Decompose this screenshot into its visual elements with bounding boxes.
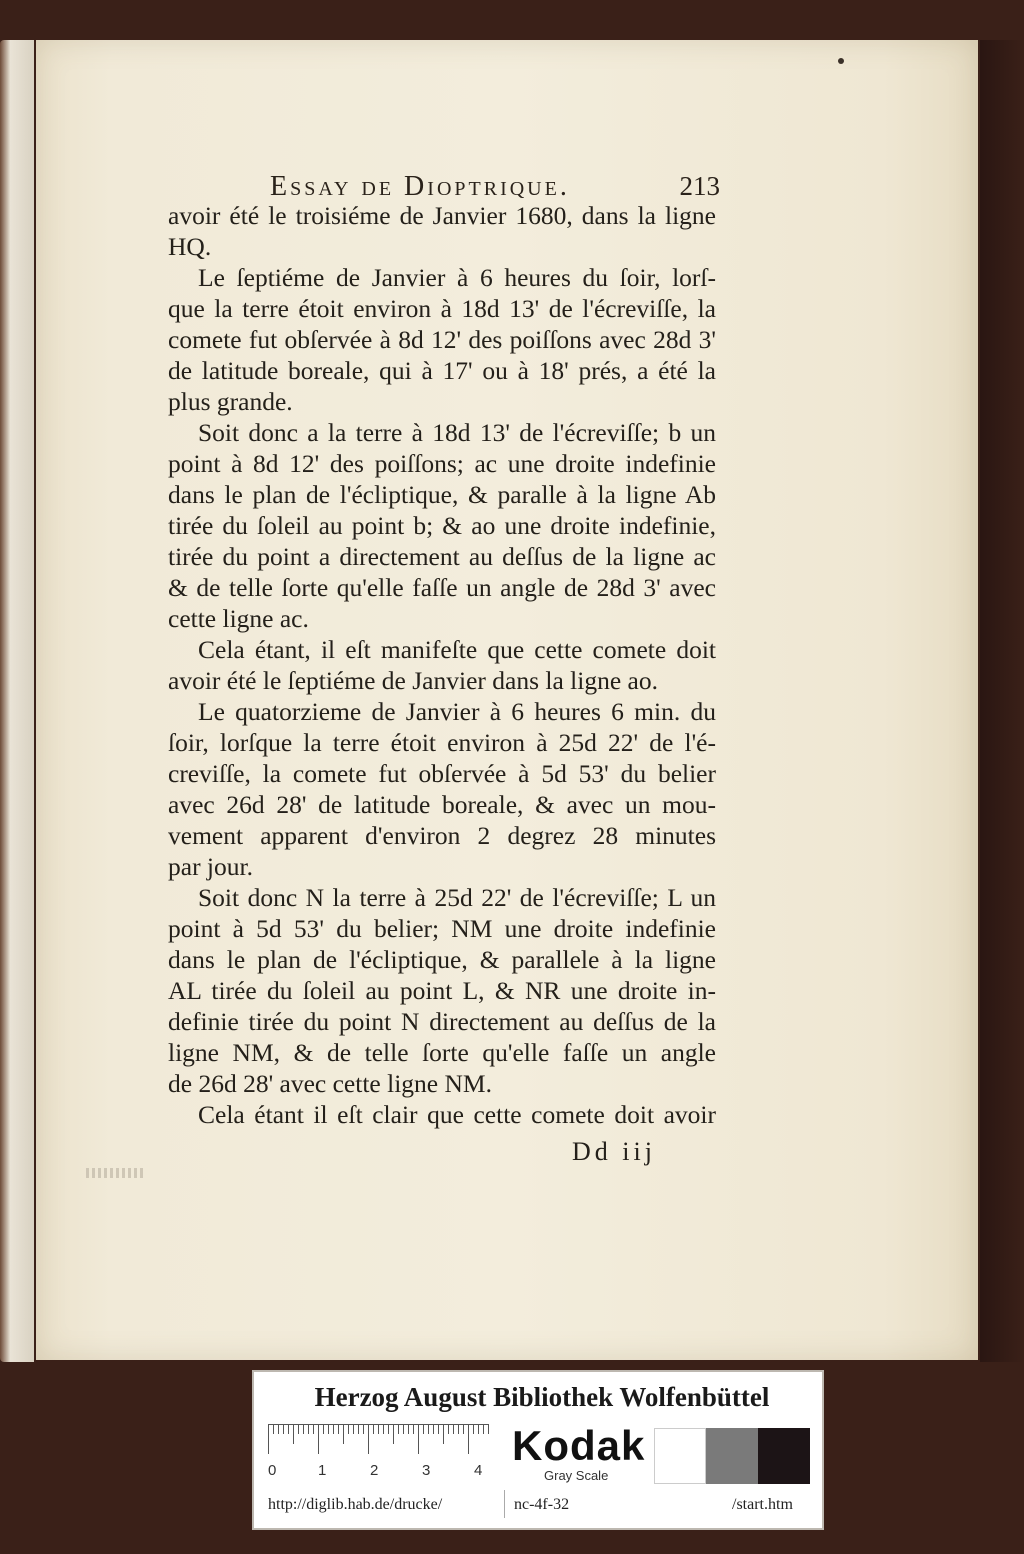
ruler-tick <box>403 1424 404 1434</box>
text-line: de latitude boreale, qui à 17' ou à 18' prés, a été la <box>168 356 716 385</box>
ruler-tick <box>483 1424 484 1434</box>
text-line: avec 26d 28' de latitude boreale, & avec un mou- <box>168 790 716 819</box>
ruler-tick <box>393 1424 394 1444</box>
ruler-tick <box>433 1424 434 1434</box>
ruler-tick <box>418 1424 419 1454</box>
ruler-tick <box>478 1424 479 1434</box>
ruler-tick <box>353 1424 354 1434</box>
text-line: comete fut obſervée à 8d 12' des poiſſons avec 28d 3' <box>168 325 716 354</box>
text-line: Soit donc N la terre à 25d 22' de l'écreviſſe; L un <box>198 883 716 912</box>
ruler-tick <box>308 1424 309 1434</box>
ruler-tick <box>363 1424 364 1434</box>
ruler-tick <box>273 1424 274 1434</box>
library-title: Herzog August Bibliothek Wolfenbüttel <box>314 1382 770 1412</box>
ruler-label: 2 <box>370 1462 379 1479</box>
ruler-tick <box>368 1424 369 1454</box>
text-line: AL tirée du ſoleil au point L, & NR une droite in- <box>168 976 716 1005</box>
ruler-tick <box>288 1424 289 1434</box>
ruler-tick <box>373 1424 374 1434</box>
ruler-tick <box>283 1424 284 1434</box>
ruler-tick <box>383 1424 384 1434</box>
text-line: de 26d 28' avec cette ligne NM. <box>168 1069 492 1098</box>
ruler-tick <box>468 1424 469 1454</box>
ruler-tick <box>463 1424 464 1434</box>
ruler-tick <box>443 1424 444 1444</box>
item-id: nc-4f-32 <box>514 1496 570 1513</box>
text-line: Soit donc a la terre à 18d 13' de l'écreviſſe; b un <box>198 418 716 447</box>
ruler-tick <box>453 1424 454 1434</box>
ruler-tick <box>438 1424 439 1434</box>
url-suffix: /start.htm <box>732 1496 793 1513</box>
text-line: point à 5d 53' du belier; NM une droite indefinie <box>168 914 716 943</box>
ruler-tick <box>333 1424 334 1434</box>
ruler-tick <box>423 1424 424 1434</box>
text-line: Le quatorzieme de Janvier à 6 heures 6 min. du <box>198 697 716 726</box>
url-base: http://diglib.hab.de/drucke/ <box>268 1496 443 1513</box>
text-line: cette ligne ac. <box>168 604 309 633</box>
text-line: Le ſeptiéme de Janvier à 6 heures du ſoir, lorſ- <box>198 263 716 292</box>
ruler-tick <box>348 1424 349 1434</box>
ruler-tick <box>323 1424 324 1434</box>
ruler-label: 1 <box>318 1462 327 1479</box>
ruler-tick <box>458 1424 459 1434</box>
page-number: 213 <box>679 171 720 201</box>
book-edge-right <box>980 40 1024 1362</box>
text-line: ſoir, lorſque la terre étoit environ à 25d 22' de l'é- <box>168 728 716 757</box>
scale-ruler <box>268 1422 498 1479</box>
book-edge-left <box>0 40 34 1362</box>
ruler-tick <box>318 1424 319 1454</box>
text-line: vement apparent d'environ 2 degrez 28 minutes <box>168 821 716 850</box>
ruler-label: 0 <box>268 1462 277 1479</box>
text-line: dans le plan de l'écliptique, & paralle à la ligne Ab <box>168 480 716 509</box>
running-title: Essay de Dioptrique. <box>270 171 570 202</box>
ruler-tick <box>358 1424 359 1434</box>
text-line: que la terre étoit environ à 18d 13' de l'écreviſſe, la <box>168 294 716 323</box>
ruler-tick <box>278 1424 279 1434</box>
gray-scale-label: Gray Scale <box>544 1468 609 1483</box>
ruler-tick <box>298 1424 299 1434</box>
ink-spot <box>838 58 844 64</box>
swatch-white <box>654 1428 706 1484</box>
text-line: HQ. <box>168 232 212 261</box>
text-line: tirée du ſoleil au point b; & ao une droite indefinie, <box>168 511 716 540</box>
ruler-tick <box>343 1424 344 1444</box>
swatch-black <box>758 1428 810 1484</box>
ruler-tick <box>413 1424 414 1434</box>
ruler-tick <box>303 1424 304 1434</box>
ruler-tick <box>268 1424 269 1454</box>
text-line: point à 8d 12' des poiſſons; ac une droite indefinie <box>168 449 716 478</box>
text-line: tirée du point a directement au deſſus de la ligne ac <box>168 542 716 571</box>
ruler-label: 3 <box>422 1462 431 1479</box>
ruler-label: 4 <box>474 1462 483 1479</box>
text-line: definie tirée du point N directement au deſſus de la <box>168 1007 716 1036</box>
ruler-tick <box>378 1424 379 1434</box>
text-line: Cela étant, il eſt manifeſte que cette comete doit <box>198 635 716 664</box>
ruler-tick <box>473 1424 474 1434</box>
ruler-tick <box>408 1424 409 1434</box>
ruler-tick <box>388 1424 389 1434</box>
text-line: Cela étant il eſt clair que cette comete doit avoir <box>198 1100 716 1129</box>
text-line: ligne NM, & de telle ſorte qu'elle faſſe un angle <box>168 1038 716 1067</box>
text-line: par jour. <box>168 852 253 881</box>
text-line: avoir été le troisiéme de Janvier 1680, dans la ligne <box>168 201 716 230</box>
ruler-tick <box>338 1424 339 1434</box>
text-line: dans le plan de l'écliptique, & parallele à la ligne <box>168 945 716 974</box>
ruler-tick <box>448 1424 449 1434</box>
ruler-tick <box>428 1424 429 1434</box>
text-line: plus grande. <box>168 387 293 416</box>
text-line: creviſſe, la comete fut obſervée à 5d 53' du belier <box>168 759 716 788</box>
text-line: avoir été le ſeptiéme de Janvier dans la ligne ao. <box>168 666 658 695</box>
ruler-tick <box>313 1424 314 1434</box>
calibration-card <box>252 1370 824 1530</box>
gray-swatches <box>654 1428 810 1484</box>
ruler-tick <box>488 1424 489 1434</box>
ruler-tick <box>293 1424 294 1444</box>
kodak-logo: Kodak <box>512 1422 646 1469</box>
ruler-tick <box>398 1424 399 1434</box>
ink-smudge <box>86 1168 146 1178</box>
ruler-tick <box>328 1424 329 1434</box>
text-line: & de telle ſorte qu'elle faſſe un angle de 28d 3' avec <box>168 573 716 602</box>
swatch-gray <box>706 1428 758 1484</box>
body-text <box>168 200 716 1130</box>
signature-mark: Dd iij <box>572 1137 656 1166</box>
